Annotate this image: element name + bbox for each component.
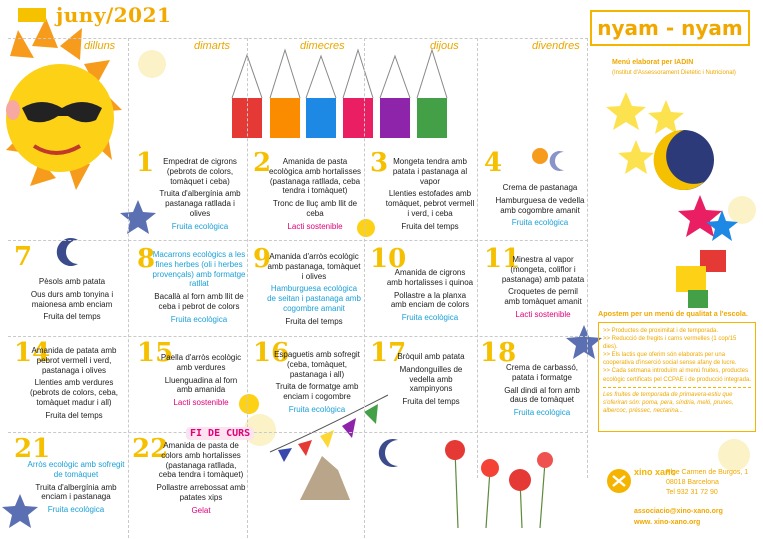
grid-line bbox=[587, 38, 588, 478]
grid-line bbox=[364, 38, 365, 538]
menu-tag: Fruita ecològica bbox=[288, 404, 346, 414]
menu-tag: Fruita ecològica bbox=[401, 313, 459, 322]
moon-icon bbox=[550, 151, 564, 171]
season-fruits-note: Les fruites de temporada de primavera-estiu que s'oferiran són: poma, pera, síndria, meló, prunes, albercoc, préssec, nectarina... bbox=[603, 391, 734, 414]
day-number: 11 bbox=[484, 244, 521, 274]
menu-dish: Truita d'albergínia amb pastanaga ratllada i olives bbox=[159, 189, 241, 218]
menu-dish-highlight: Arròs ecològic amb sofregit de tomàquet bbox=[27, 460, 125, 479]
day-number: 17 bbox=[370, 338, 407, 368]
grid-line bbox=[128, 38, 129, 538]
stars-moon-decoration bbox=[606, 92, 714, 190]
deco-circle bbox=[728, 196, 756, 224]
menu-tag: Fruita ecològica bbox=[513, 408, 571, 417]
logo-text: xino xano bbox=[634, 467, 677, 477]
day-number: 1 bbox=[136, 148, 155, 178]
menu-dish: Lluenguadina al forn amb amanida bbox=[164, 375, 238, 395]
menu-dish: Amanida de pasta ecològica amb hortalisses (pastanaga ratllada, ceba tendra i tomàquet) bbox=[268, 157, 362, 196]
menu-tag: Gelat bbox=[191, 505, 211, 515]
menu-dish: Tronc de lluç amb llit de ceba bbox=[272, 199, 358, 218]
menu-dish: Truita d'albergínia amb enciam i pastanaga bbox=[35, 482, 117, 502]
quality-point: >> Reducció de fregits i carns vermelles (1 cop/15 dies). bbox=[603, 336, 737, 351]
day-name-fri: divendres bbox=[532, 40, 580, 52]
grid-line bbox=[8, 38, 588, 39]
address-line: 08018 Barcelona bbox=[666, 479, 719, 486]
menu-tag: Fruita del temps bbox=[43, 312, 101, 322]
menu-dish: Amanida d'arròs ecològic amb pastanaga, tomàquet i olives bbox=[267, 252, 361, 281]
menu-cell bbox=[156, 441, 246, 518]
menu-tag: Fruita ecològica bbox=[170, 314, 228, 324]
deco-circle bbox=[138, 50, 166, 78]
grid-line bbox=[8, 432, 588, 433]
day-number: 3 bbox=[370, 148, 389, 178]
day-name-mon: dilluns bbox=[84, 40, 116, 52]
menu-dish: Pollastre arrebossat amb patates xips bbox=[156, 483, 246, 502]
menu-tag: Lacti sostenible bbox=[287, 221, 343, 231]
menu-tag: Lacti sostenible bbox=[173, 398, 229, 407]
brand-title: nyam - nyam bbox=[590, 10, 750, 46]
menu-cell bbox=[156, 157, 244, 234]
menu-cell bbox=[22, 346, 126, 423]
menu-dish: Minestra al vapor (mongeta, coliflor i pastanaga) amb patata bbox=[501, 255, 585, 284]
menu-dish: Mandonguilles de vedella amb xampinyons bbox=[399, 364, 463, 394]
menu-cell bbox=[266, 252, 362, 329]
quality-box bbox=[598, 322, 756, 432]
menu-cell bbox=[386, 268, 474, 326]
day-name-thu: dijous bbox=[430, 40, 459, 52]
menu-cell bbox=[156, 353, 246, 411]
grid-line bbox=[8, 336, 588, 337]
menu-tag: Lacti sostenible bbox=[515, 309, 571, 319]
menu-dish: Amanida de patata amb pebrot vermell i verd, pastanaga i olives bbox=[31, 346, 117, 375]
day-number: 9 bbox=[253, 244, 272, 274]
menu-cell bbox=[18, 277, 126, 325]
day-name-wed: dimecres bbox=[300, 40, 345, 52]
day-number: 14 bbox=[14, 338, 51, 368]
menu-tag: Fruita ecològica bbox=[171, 221, 229, 231]
menu-dish: Mongeta tendra amb patata i pastanaga al vapor bbox=[392, 157, 468, 186]
menu-dish bbox=[152, 250, 246, 289]
menu-dish: Hamburguesa ecològica de seitan i pastanaga amb cogombre amanit bbox=[267, 284, 361, 313]
xino-xano-logo-icon bbox=[606, 468, 632, 494]
day-number: 8 bbox=[137, 244, 156, 274]
menu-cell bbox=[272, 350, 362, 418]
day-name-tue: dimarts bbox=[194, 40, 231, 52]
day-number: 18 bbox=[480, 338, 517, 368]
day-number: 16 bbox=[253, 338, 290, 368]
menu-dish: Amanida de cigrons amb hortalisses i quinoa bbox=[386, 268, 474, 287]
menu-author-institute: (Institut d'Assessorament Dietètic i Nutricional) bbox=[612, 70, 736, 76]
menu-tag: Fruita del temps bbox=[402, 397, 460, 406]
menu-dish bbox=[26, 460, 126, 480]
menu-tag: Fruita ecològica bbox=[511, 218, 569, 228]
sun-small-icon bbox=[532, 148, 548, 164]
menu-dish: Amanida de pasta de colors amb hortalisses (pastanaga ratllada, ceba tendra i tomàquet) bbox=[158, 441, 244, 480]
quality-point: >> Cada setmana introduïm al menú fruites, productes ecològic certificats pel CCPAE i de producció integrada. bbox=[603, 368, 751, 383]
divider bbox=[603, 387, 751, 388]
website-link[interactable]: www. xino-xano.org bbox=[634, 519, 701, 526]
menu-cell bbox=[152, 250, 246, 327]
menu-dish: Crema de carbassó, patata i formatge bbox=[505, 363, 579, 382]
grid-line bbox=[8, 240, 588, 241]
menu-dish: Gall dindi al forn amb daus de tomàquet bbox=[504, 385, 580, 405]
address-line: Plçe Carmen de Burgos, 1 bbox=[666, 469, 749, 476]
day-number: 4 bbox=[484, 148, 503, 178]
menu-cell bbox=[500, 255, 586, 323]
menu-dish: Pollastre a la planxa amb enciam de colors bbox=[390, 290, 470, 310]
menu-dish: Ous durs amb tonyina i maionesa amb enciam bbox=[30, 289, 114, 309]
grid-line bbox=[247, 38, 248, 538]
menu-cell bbox=[388, 352, 474, 410]
menu-cell bbox=[500, 363, 584, 421]
menu-tag: Fruita ecològica bbox=[47, 505, 105, 514]
menu-dish: Paella d'arròs ecològic amb verdures bbox=[160, 353, 242, 372]
page-title: juny/2021 bbox=[56, 3, 172, 27]
menu-dish: Llenties estofades amb tomàquet, pebrot vermell i verd, i ceba bbox=[385, 189, 475, 218]
day-number: 21 bbox=[14, 434, 51, 464]
menu-tag: Fruita del temps bbox=[285, 316, 343, 326]
buckets-decoration bbox=[232, 50, 447, 138]
fi-de-curs-banner: FI DE CURS bbox=[186, 427, 254, 440]
day-number: 7 bbox=[14, 242, 33, 272]
header-tab bbox=[18, 8, 46, 22]
quality-heading: Apostem per un menú de qualitat a l'escola. bbox=[598, 309, 748, 318]
menu-dish: Espaguetis amb sofregit (ceba, tomàquet, pastanaga i all) bbox=[274, 350, 360, 379]
quality-point: >> Els lactis que oferim són elaborats per una cooperativa d'inserció social sense afany de lucre. bbox=[603, 352, 737, 367]
star-icon bbox=[566, 325, 602, 359]
day-number: 2 bbox=[253, 148, 272, 178]
menu-dish: Crema de pastanaga bbox=[502, 183, 578, 192]
menu-dish-highlight: Macarrons ecològics a les fines herbes (oli i herbes provençals) amb formatge ratllat bbox=[152, 250, 246, 289]
menu-dish: Empedrat de cigrons (pebrots de colors, tomàquet i ceba) bbox=[163, 157, 237, 186]
menu-cell bbox=[267, 157, 363, 234]
menu-dish: Croquetes de pernil amb tomàquet amanit bbox=[504, 287, 582, 306]
day-number: 15 bbox=[137, 338, 174, 368]
menu-dish: Hamburguesa de vedella amb cogombre amanit bbox=[495, 195, 585, 215]
deco-circle bbox=[718, 439, 750, 471]
phone: Tel 932 31 72 90 bbox=[666, 489, 718, 496]
moon-icon bbox=[57, 238, 78, 266]
menu-dish: Bacallà al forn amb llit de ceba i pebrot de colors bbox=[154, 292, 244, 311]
menu-author: Menú elaborat per IADIN bbox=[612, 59, 694, 66]
menu-dish: Pèsols amb patata bbox=[38, 277, 106, 286]
menu-dish: Truita de formatge amb enciam i cogombre bbox=[275, 382, 359, 401]
star-icon bbox=[120, 200, 156, 234]
menu-tag: Fruita del temps bbox=[45, 410, 103, 420]
day-number: 22 bbox=[132, 434, 169, 464]
menu-dish: Llenties amb verdures (pebrots de colors, ceba, tomàquet madur i all) bbox=[29, 378, 119, 407]
menu-cell bbox=[494, 183, 586, 231]
menu-cell bbox=[26, 460, 126, 518]
day-number: 10 bbox=[370, 244, 407, 274]
menu-dish: Bròquil amb patata bbox=[397, 352, 465, 361]
menu-tag: Fruita del temps bbox=[401, 221, 459, 231]
moon-icon bbox=[379, 439, 398, 467]
quality-point: >> Productes de proximitat i de temporada. bbox=[603, 328, 719, 334]
grid-line bbox=[477, 38, 478, 478]
email-link[interactable]: associacio@xino-xano.org bbox=[634, 508, 723, 515]
teepee-decoration bbox=[300, 456, 350, 500]
poppies-decoration bbox=[445, 440, 553, 528]
menu-cell bbox=[384, 157, 476, 234]
